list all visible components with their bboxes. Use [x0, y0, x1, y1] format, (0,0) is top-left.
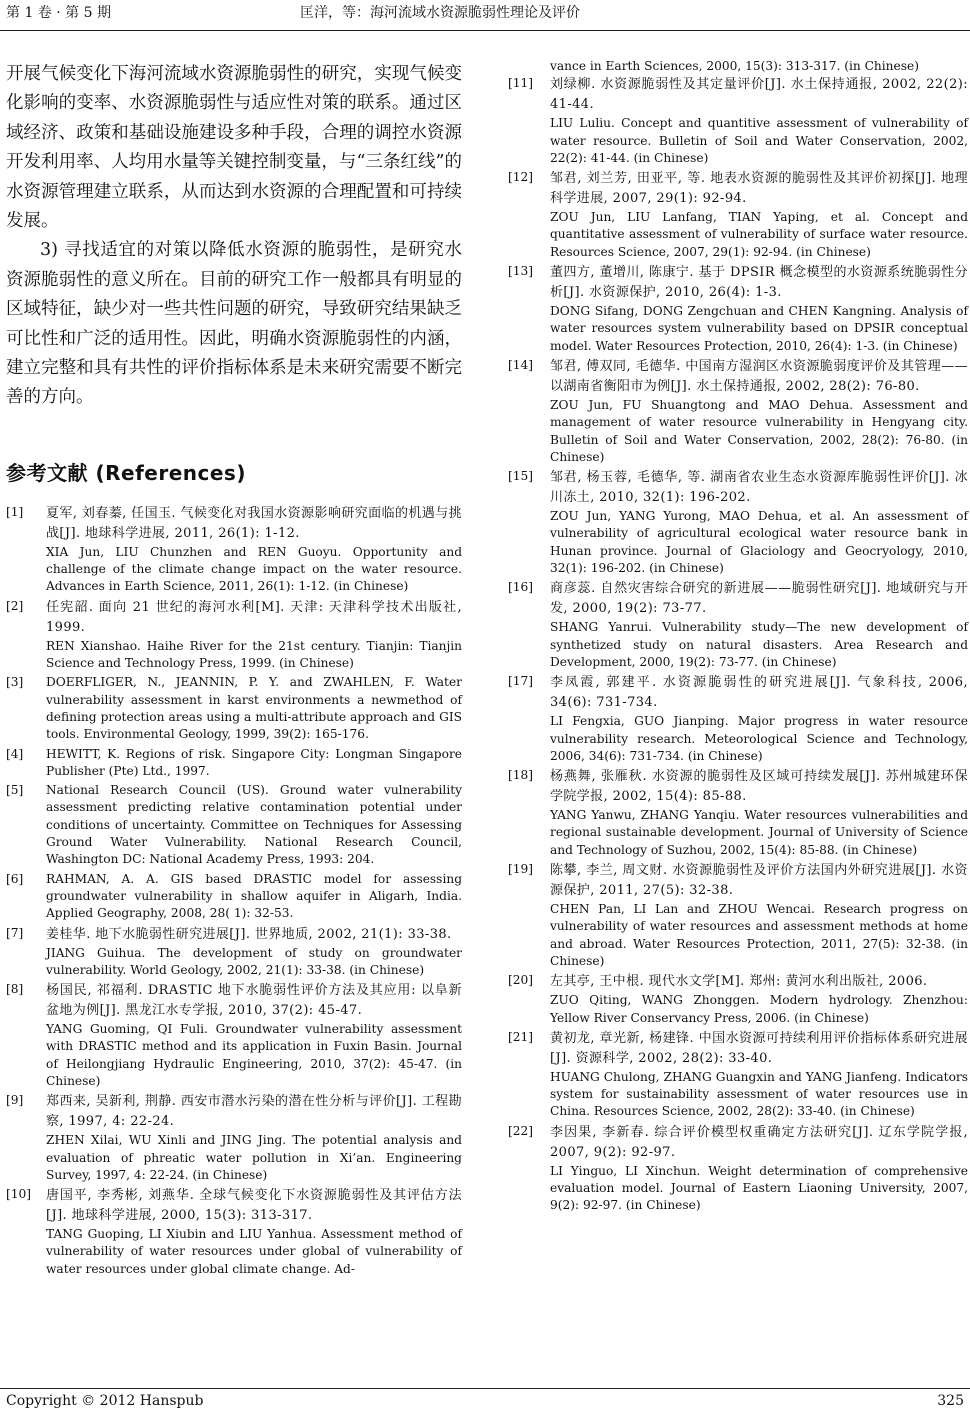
reference-chinese-citation: 左其亭, 王中根. 现代水文学[M]. 郑州: 黄河水利出版社, 2006. — [550, 974, 928, 990]
reference-english-citation: DONG Sifang, DONG Zengchuan and CHEN Kangning. Analysis of water resources system vulnerability based on DPSIR conceptual model. Water Resources Protection, 2010, 26(4): 1-3. (in Chinese) — [550, 304, 968, 353]
reference-chinese-citation: 杨燕舞, 张雁秋. 水资源的脆弱性及区域可持续发展[J]. 苏州城建环保学院学报, 2002, 15(4): 85-88. — [550, 769, 968, 805]
reference-chinese-citation: 李凤霞, 郭建平. 水资源脆弱性的研究进展[J]. 气象科技, 2006, 34(6): 731-734. — [550, 675, 968, 711]
reference-chinese-citation: 李因果, 李新春. 综合评价模型权重确定方法研究[J]. 辽东学院学报, 2007, 9(2): 92-97. — [550, 1124, 968, 1160]
reference-english-citation: LI Fengxia, GUO Jianping. Major progress in water resource vulnerability research. Meteorological Science and Technology, 2006, 34(6): 731-734. (in Chinese) — [550, 714, 968, 763]
reference-item — [6, 782, 462, 868]
reference-english-citation: LI Yinguo, LI Xinchun. Weight determination of comprehensive evaluation model. Journal of Eastern Liaoning University, 2007, 9(2): 92-97. (in Chinese) — [550, 1163, 968, 1213]
reference-item — [508, 75, 968, 167]
reference-english-citation: YANG Guoming, QI Fuli. Groundwater vulnerability assessment with DRASTIC method and its application in Fuxin Basin. Journal of Heilongjiang Hydraulic Engineering, 2010, 37(2): 45-47. (in Chinese) — [46, 1022, 462, 1088]
reference-text — [550, 673, 968, 765]
reference-number: [4] — [6, 746, 24, 761]
reference-english-citation: TANG Guoping, LI Xiubin and LIU Yanhua. Assessment method of vulnerability of water resources under global of vulnerability of water resources under global climate change. Ad- — [46, 1227, 462, 1276]
reference-chinese-citation: 刘绿柳. 水资源脆弱性及其定量评价[J]. 水土保持通报, 2002, 22(2): 41-44. — [550, 77, 968, 113]
reference-text — [550, 468, 968, 577]
reference-item — [6, 674, 462, 743]
reference-english-citation: HEWITT, K. Regions of risk. Singapore City: Longman Singapore Publisher (Pte) Ltd., 1997. — [46, 746, 462, 778]
body-paragraph-2: 3) 寻找适宜的对策以降低水资源的脆弱性，是研究水资源脆弱性的意义所在。目前的研究工作一般都具有明显的区域特征，缺少对一些共性问题的研究，导致研究结果缺乏可比性和广泛的适用性。因此，明确水资源脆弱性的内涵，建立完整和具有共性的评价指标体系是未来研究需要不断完善的方向。 — [6, 240, 462, 408]
reference-text — [550, 1029, 968, 1121]
reference-item — [6, 504, 462, 596]
reference-list-right — [508, 75, 968, 1214]
reference-chinese-citation: 邹君, 傅双同, 毛德华. 中国南方湿润区水资源脆弱度评价及其管理——以湖南省衡阳市为例[J]. 水土保持通报, 2002, 28(2): 76-80. — [550, 358, 968, 394]
reference-english-citation: ZUO Qiting, WANG Zhonggen. Modern hydrology. Zhenzhou: Yellow River Conservancy Press, 2006. (in Chinese) — [550, 993, 968, 1025]
reference-chinese-citation: 董四方, 董增川, 陈康宁. 基于 DPSIR 概念模型的水资源系统脆弱性分析[J]. 水资源保护, 2010, 26(4): 1-3. — [550, 265, 968, 301]
reference-item — [6, 746, 462, 781]
reference-english-citation: XIA Jun, LIU Chunzhen and REN Guoyu. Opportunity and challenge of the climate change impact on the water resource. Advances in Earth Science, 2011, 26(1): 1-12. (in Chinese) — [46, 544, 462, 594]
reference-chinese-citation: 杨国民, 祁福利. DRASTIC 地下水脆弱性评价方法及其应用: 以阜新盆地为例[J]. 黑龙江水专学报, 2010, 37(2): 45-47. — [46, 983, 462, 1019]
reference-item — [508, 1029, 968, 1121]
reference-number: [7] — [6, 925, 24, 940]
reference-chinese-citation: 姜桂华. 地下水脆弱性研究进展[J]. 世界地质, 2002, 21(1): 33-38. — [46, 926, 452, 942]
reference-chinese-citation: 郑西来, 吴新利, 荆静. 西安市潜水污染的潜在性分析与评价[J]. 工程勘察, 1997, 4: 22-24. — [46, 1094, 462, 1130]
reference-english-citation: ZOU Jun, YANG Yurong, MAO Dehua, et al. An assessment of vulnerability of agricultural ecological water resource bank in Hunan province. Journal of Glaciology and Geocryology, 2010, 32(1): 196-202. (in Chinese) — [550, 509, 968, 576]
reference-chinese-citation: 邹君, 杨玉蓉, 毛德华, 等. 湖南省农业生态水资源库脆弱性评价[J]. 冰川冻土, 2010, 32(1): 196-202. — [550, 470, 968, 506]
reference-item — [508, 1123, 968, 1215]
body-paragraph-1: 开展气候变化下海河流域水资源脆弱性的研究，实现气候变化影响的变率、水资源脆弱性与适应性对策的联系。通过区域经济、政策和基础设施建设多种手段，合理的调控水资源开发利用率、人均用水量等关键控制变量，与“三条红线”的水资源管理建立联系，从而达到水资源的合理配置和可持续发展。 — [6, 64, 462, 232]
reference-number: [14] — [508, 357, 534, 372]
reference-text — [46, 1186, 462, 1278]
reference-10-continuation: vance in Earth Sciences, 2000, 15(3): 313-317. (in Chinese) — [550, 59, 919, 73]
page-number: 325 — [937, 1393, 964, 1409]
reference-number: [12] — [508, 170, 534, 185]
reference-item — [6, 981, 462, 1090]
reference-number: [3] — [6, 675, 24, 690]
reference-english-citation: RAHMAN, A. A. GIS based DRASTIC model for assessing groundwater vulnerability in shallow aquifer in Aligarh, India. Applied Geography, 2008, 28( 1): 32-53. — [46, 871, 462, 921]
reference-english-citation: ZOU Jun, LIU Lanfang, TIAN Yaping, et al. Concept and quantitative assessment of vulnerability of surface water resource. Resources Science, 2007, 29(1): 92-94. (in Chinese) — [550, 210, 968, 259]
reference-item — [6, 598, 462, 673]
reference-text — [550, 169, 968, 261]
reference-text — [550, 263, 968, 355]
journal-volume-issue: 第 1 卷 · 第 5 期 — [6, 5, 111, 21]
reference-number: [6] — [6, 871, 24, 886]
reference-english-citation: JIANG Guihua. The development of study on groundwater vulnerability. World Geology, 2002, 21(1): 33-38. (in Chinese) — [46, 945, 462, 977]
reference-text — [46, 1092, 462, 1184]
reference-english-citation: National Research Council (US). Ground water vulnerability assessment predicting relative contamination potential under conditions of uncertainty. Committee on Techniques for Assessing Ground Water Vulnerability. National Research Council, Washington DC: National Academy Press, 1993: 204. — [46, 783, 462, 867]
reference-text — [46, 674, 462, 743]
left-column — [6, 60, 462, 1280]
reference-item — [508, 767, 968, 859]
reference-item — [508, 579, 968, 671]
reference-number: [17] — [508, 674, 534, 689]
reference-english-citation: DOERFLIGER, N., JEANNIN, P. Y. and ZWAHLEN, F. Water vulnerability assessment in karst environments a newmethod of defining protection areas using a multi-attribute approach and GIS tools. Environmental Geology, 1999, 39(2): 165-176. — [46, 675, 462, 742]
reference-text — [550, 357, 968, 466]
reference-item — [6, 1186, 462, 1278]
reference-text — [46, 925, 462, 980]
reference-item — [508, 357, 968, 466]
reference-number: [5] — [6, 783, 24, 798]
reference-item — [508, 861, 968, 970]
reference-text — [550, 579, 968, 671]
reference-text — [550, 1123, 968, 1215]
reference-chinese-citation: 陈攀, 李兰, 周文财. 水资源脆弱性及评价方法国内外研究进展[J]. 水资源保护, 2011, 27(5): 32-38. — [550, 863, 968, 899]
reference-text — [46, 598, 462, 673]
reference-number: [19] — [508, 862, 534, 877]
reference-text — [550, 767, 968, 859]
reference-text — [46, 981, 462, 1090]
reference-text — [550, 972, 968, 1027]
reference-number: [2] — [6, 598, 24, 613]
reference-text — [46, 871, 462, 923]
reference-number: [20] — [508, 973, 534, 988]
reference-number: [16] — [508, 580, 534, 595]
right-column — [508, 58, 968, 1217]
reference-chinese-citation: 夏军, 刘春蓁, 任国玉. 气候变化对我国水资源影响研究面临的机遇与挑战[J]. 地球科学进展, 2011, 26(1): 1-12. — [46, 505, 462, 541]
reference-item — [508, 972, 968, 1027]
reference-chinese-citation: 黄初龙, 章光新, 杨建锋. 中国水资源可持续利用评价指标体系研究进展[J]. 资源科学, 2002, 28(2): 33-40. — [550, 1030, 968, 1066]
reference-number: [8] — [6, 982, 24, 997]
reference-number: [22] — [508, 1123, 534, 1138]
running-title: 匡洋，等：海河流域水资源脆弱性理论及评价 — [300, 5, 580, 21]
page-footer — [0, 1388, 970, 1413]
reference-number: [15] — [508, 469, 534, 484]
reference-english-citation: LIU Luliu. Concept and quantitive assessment of vulnerability of water resource. Bulletin of Soil and Water Conservation, 2002, 22(2): 41-44. (in Chinese) — [550, 116, 968, 165]
reference-english-citation: ZHEN Xilai, WU Xinli and JING Jing. The potential analysis and evaluation of phreatic water pollution in Xi’an. Engineering Survey, 1997, 4: 22-24. (in Chinese) — [46, 1133, 462, 1182]
reference-number: [11] — [508, 76, 534, 91]
reference-list-left — [6, 504, 462, 1278]
reference-text — [550, 75, 968, 167]
reference-number: [1] — [6, 504, 24, 519]
page-header — [0, 0, 970, 31]
reference-number: [18] — [508, 768, 534, 783]
reference-text — [46, 504, 462, 596]
reference-chinese-citation: 唐国平, 李秀彬, 刘燕华. 全球气候变化下水资源脆弱性及其评估方法[J]. 地球科学进展, 2000, 15(3): 313-317. — [46, 1188, 462, 1224]
copyright-notice: Copyright © 2012 Hanspub — [6, 1393, 204, 1409]
reference-chinese-citation: 邹君, 刘兰芳, 田亚平, 等. 地表水资源的脆弱性及其评价初探[J]. 地理科学进展, 2007, 29(1): 92-94. — [550, 171, 968, 207]
reference-item — [508, 673, 968, 765]
reference-chinese-citation: 商彦蕊. 自然灾害综合研究的新进展——脆弱性研究[J]. 地域研究与开发, 2000, 19(2): 73-77. — [550, 581, 968, 617]
reference-item — [6, 1092, 462, 1184]
reference-text — [46, 746, 462, 781]
reference-number: [21] — [508, 1029, 534, 1044]
reference-number: [9] — [6, 1093, 24, 1108]
references-heading: 参考文献 (References) — [6, 460, 246, 485]
reference-text — [550, 861, 968, 970]
reference-english-citation: CHEN Pan, LI Lan and ZHOU Wencai. Research progress on vulnerability of water resources and assessment methods at home and abroad. Water Resources Protection, 2011, 27(5): 32-38. (in Chinese) — [550, 902, 968, 968]
reference-english-citation: YANG Yanwu, ZHANG Yanqiu. Water resources vulnerabilities and regional sustainable development. Journal of University of Science and Technology of Suzhou, 2002, 15(4): 85-88. (in Chinese) — [550, 808, 968, 857]
reference-item — [6, 925, 462, 980]
reference-item — [508, 169, 968, 261]
reference-english-citation: SHANG Yanrui. Vulnerability study—The new development of synthetized study on natural disasters. Area Research and Development, 2000, 19(2): 73-77. (in Chinese) — [550, 620, 968, 669]
reference-number: [13] — [508, 264, 534, 279]
reference-item — [6, 871, 462, 923]
reference-item — [508, 468, 968, 577]
reference-number: [10] — [6, 1187, 32, 1202]
reference-english-citation: ZOU Jun, FU Shuangtong and MAO Dehua. Assessment and management of water resource vulnerability in Hengyang city. Bulletin of Soil and Water Conservation, 2002, 28(2): 76-80. (in Chinese) — [550, 397, 968, 464]
reference-english-citation: REN Xianshao. Haihe River for the 21st century. Tianjin: Tianjin Science and Technology Press, 1999. (in Chinese) — [46, 638, 462, 671]
reference-item — [508, 263, 968, 355]
reference-text — [46, 782, 462, 868]
reference-chinese-citation: 任宪韶. 面向 21 世纪的海河水利[M]. 天津: 天津科学技术出版社, 1999. — [46, 599, 462, 635]
reference-english-citation: HUANG Chulong, ZHANG Guangxin and YANG Jianfeng. Indicators system for sustainability assessment of water resources use in China. Resources Science, 2002, 28(2): 33-40. (in Chinese) — [550, 1069, 968, 1119]
